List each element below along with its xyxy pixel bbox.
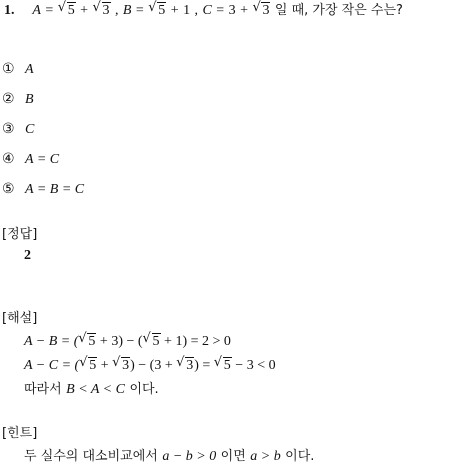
equals: = [45, 3, 54, 18]
option-marker: ② [2, 91, 15, 107]
option-4[interactable] [2, 150, 59, 169]
sqrt-three: √ 3 [112, 355, 130, 373]
answer-label: [정답] [2, 227, 38, 242]
option-marker: ① [2, 61, 15, 77]
option-1[interactable] [2, 60, 34, 79]
option-marker: ④ [2, 151, 15, 167]
option-5[interactable] [2, 180, 84, 199]
option-3[interactable] [2, 120, 34, 139]
answer-value: 2 [24, 248, 31, 263]
plus: + [80, 3, 89, 18]
hint-math: a − b > 0 [162, 449, 217, 464]
hint-text: 이다. [285, 449, 315, 464]
var-c: C [202, 3, 212, 18]
solution-text: 따라서 [24, 382, 62, 397]
solution-label: [해설] [2, 311, 38, 326]
hint-text: 이면 [220, 449, 246, 464]
equals: = [135, 3, 144, 18]
three: 3 [228, 3, 236, 18]
sqrt-five: √ 5 [78, 331, 96, 349]
option-marker: ⑤ [2, 181, 15, 197]
equals: = [216, 3, 225, 18]
solution-text: + 3) − ( [96, 334, 143, 349]
solution-text: 이다. [129, 382, 159, 397]
question-line [4, 1, 403, 20]
comma: , [194, 3, 199, 18]
solution-text: + 1) = 2 > 0 [160, 334, 231, 349]
solution-text: A − C = ( [24, 358, 80, 373]
one: 1 [183, 3, 191, 18]
sqrt-five: √ 5 [57, 0, 75, 18]
question-number: 1. [4, 3, 15, 18]
sqrt-three: √ 3 [92, 0, 110, 18]
question-tail: 일 때, 가장 작은 수는? [274, 3, 403, 18]
solution-math: B < A < C [66, 382, 125, 397]
plus: + [170, 3, 179, 18]
option-text: B [25, 92, 34, 107]
hint-label: [힌트] [2, 426, 38, 441]
option-text: A = B = C [25, 182, 85, 197]
option-marker: ③ [2, 121, 15, 137]
sqrt-five: √ 5 [142, 331, 160, 349]
sqrt-three: √ 3 [252, 0, 270, 18]
solution-line-3 [24, 380, 159, 399]
solution-text: ) = [194, 358, 214, 373]
solution-line-1 [24, 332, 231, 351]
sqrt-three: √ 3 [176, 355, 194, 373]
solution-line-2: A − C = ( √ 5 + √ 3) − (3 + √ 3) = √ 5 − 3 < 0 [24, 355, 276, 373]
solution-text: ) − (3 + [130, 358, 177, 373]
var-a: A [32, 3, 41, 18]
solution-text: A − B = ( [24, 334, 79, 349]
hint-line [24, 447, 314, 466]
hint-text: 두 실수의 대소비교에서 [24, 449, 158, 464]
sqrt-five: √ 5 [213, 355, 231, 373]
option-2[interactable] [2, 90, 34, 109]
solution-text: − 3 < 0 [231, 358, 276, 373]
option-text: C [25, 122, 35, 137]
sqrt-five: √ 5 [148, 0, 166, 18]
hint-math: a > b [250, 449, 281, 464]
option-text: A [25, 62, 34, 77]
comma: , [114, 3, 119, 18]
sqrt-five: √ 5 [79, 355, 97, 373]
var-b: B [122, 3, 132, 18]
plus: + [240, 3, 249, 18]
option-text: A = C [25, 152, 60, 167]
